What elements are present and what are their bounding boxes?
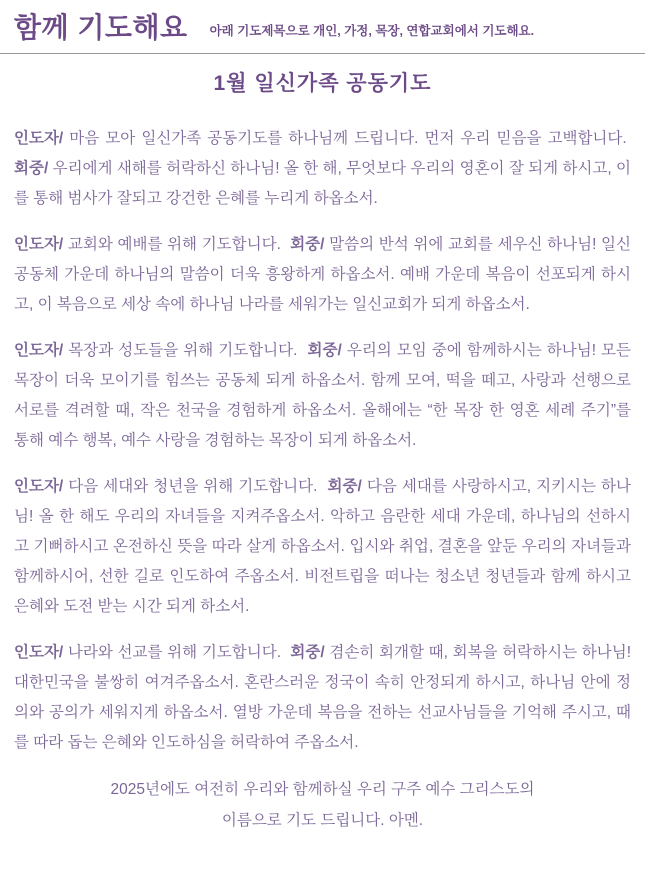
- leader-text: 마음 모아 일신가족 공동기도를 하나님께 드립니다. 먼저 우리 믿음을 고백합니다.: [63, 130, 631, 148]
- congregation-text: 다음 세대를 사랑하시고, 지키시는 하나님! 올 한 해도 우리의 자녀들을 지켜주옵소서. 악하고 음란한 세대 가운데, 하나님의 선하시고 기뻐하시고 온전하신 뜻을 따라 살게 하옵소서. 입시와 취업, 결혼을 앞둔 우리의 자녀들과 함께하시어, 선한 길로 인도하여 주옵소서. 비전트립을 떠나는 청소년 청년들과 함께 하시고 은혜와 도전 받는 시간 되게 하소서.: [14, 478, 631, 616]
- congregation-label: 회중/: [290, 644, 325, 662]
- leader-label: 인도자/: [14, 236, 64, 254]
- prayer-paragraph: [14, 638, 631, 758]
- closing-prayer: [0, 774, 645, 836]
- congregation-text: 겸손히 회개할 때, 회복을 허락하시는 하나님! 대한민국을 불쌍히 여겨주옵소서. 혼란스러운 정국이 속히 안정되게 하시고, 하나님 안에 정의와 공의가 세워지게 하옵소서. 열방 가운데 복음을 전하는 선교사님들을 기억해 주시고, 때를 따라 돕는 은혜와 인도하심을 허락하여 주옵소서.: [14, 644, 632, 752]
- closing-line-1: 2025년에도 여전히 우리와 함께하실 우리 구주 예수 그리스도의: [110, 781, 535, 799]
- header: [0, 10, 645, 44]
- page-title: 함께 기도해요: [14, 12, 188, 43]
- page-subtitle: 아래 기도제목으로 개인, 가정, 목장, 연합교회에서 기도해요.: [209, 24, 535, 39]
- leader-label: 인도자/: [14, 644, 64, 662]
- leader-text: 목장과 성도들을 위해 기도합니다.: [63, 342, 308, 360]
- prayer-paragraph: [14, 472, 631, 622]
- prayer-body: [0, 97, 645, 758]
- leader-text: 나라와 선교를 위해 기도합니다.: [63, 644, 291, 662]
- congregation-text: 우리에게 새해를 허락하신 하나님! 올 한 해, 무엇보다 우리의 영혼이 잘 되게 하시고, 이를 통해 범사가 잘되고 강건한 은혜를 누리게 하옵소서.: [14, 160, 631, 208]
- leader-text: 교회와 예배를 위해 기도합니다.: [63, 236, 291, 254]
- leader-label: 인도자/: [14, 342, 64, 360]
- congregation-label: 회중/: [290, 236, 325, 254]
- prayer-paragraph: [14, 124, 631, 214]
- prayer-paragraph: [14, 336, 631, 456]
- prayer-paragraph: [14, 230, 631, 320]
- leader-label: 인도자/: [14, 130, 64, 148]
- header-divider: [0, 53, 645, 54]
- congregation-label: 회중/: [307, 342, 342, 360]
- congregation-text: 말씀의 반석 위에 교회를 세우신 하나님! 일신 공동체 가운데 하나님의 말씀이 더욱 흥왕하게 하옵소서. 예배 가운데 복음이 선포되게 하시고, 이 복음으로 세상 속에 하나님 나라를 세워가는 일신교회가 되게 하옵소서.: [14, 236, 632, 314]
- leader-label: 인도자/: [14, 478, 64, 496]
- congregation-label: 회중/: [327, 478, 362, 496]
- section-heading: 1월 일신가족 공동기도: [213, 72, 432, 96]
- congregation-label: 회중/: [14, 160, 49, 178]
- leader-text: 다음 세대와 청년을 위해 기도합니다.: [63, 478, 328, 496]
- closing-line-2: 이름으로 기도 드립니다. 아멘.: [221, 812, 424, 830]
- congregation-text: 우리의 모임 중에 함께하시는 하나님! 모든 목장이 더욱 모이기를 힘쓰는 공동체 되게 하옵소서. 함께 모여, 떡을 떼고, 사랑과 선행으로 서로를 격려할 때, 작은 천국을 경험하게 하옵소서. 올해에는 “한 목장 한 영혼 세례 주기”를 통해 예수 행복, 예수 사랑을 경험하는 목장이 되게 하옵소서.: [14, 342, 631, 450]
